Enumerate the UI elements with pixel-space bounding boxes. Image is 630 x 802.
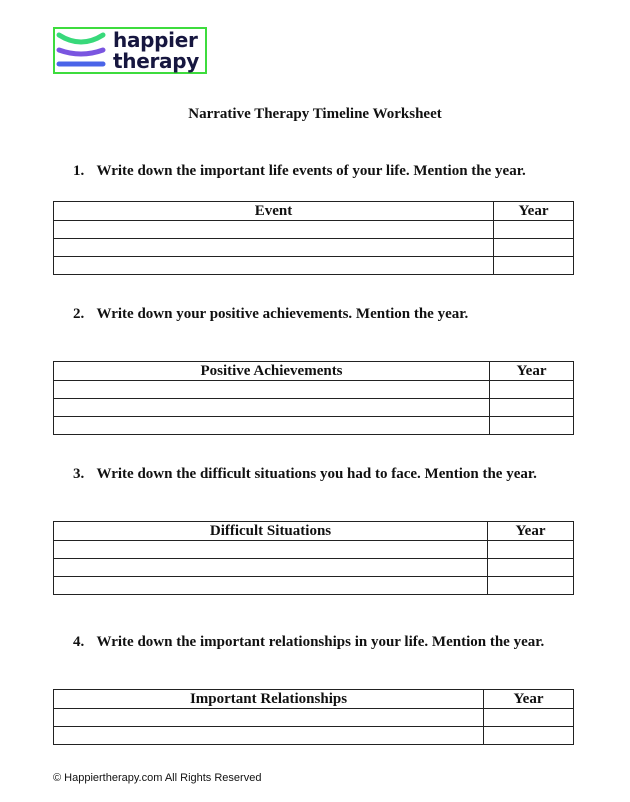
event-cell[interactable] xyxy=(54,257,494,275)
column-header: Difficult Situations xyxy=(54,522,488,541)
difficult-situations-table xyxy=(53,521,574,595)
year-cell[interactable] xyxy=(490,381,574,399)
year-cell[interactable] xyxy=(494,221,574,239)
important-relationships-table xyxy=(53,689,574,745)
question-text: Write down your positive achievements. Mention the year. xyxy=(96,306,469,322)
achievement-cell[interactable] xyxy=(54,381,490,399)
year-cell[interactable] xyxy=(484,727,574,745)
question-text: Write down the difficult situations you had to face. Mention the year. xyxy=(96,466,537,482)
table-row xyxy=(54,399,574,417)
column-header: Year xyxy=(490,362,574,381)
table-row xyxy=(54,727,574,745)
question-3 xyxy=(73,466,537,483)
column-header: Event xyxy=(54,202,494,221)
table-header-row xyxy=(54,202,574,221)
situation-cell[interactable] xyxy=(54,541,488,559)
question-number: 2. xyxy=(73,306,85,322)
column-header: Year xyxy=(488,522,574,541)
logo-line-2: therapy xyxy=(113,49,199,73)
column-header: Important Relationships xyxy=(54,690,484,709)
achievement-cell[interactable] xyxy=(54,399,490,417)
table-row xyxy=(54,239,574,257)
table-row xyxy=(54,577,574,595)
question-text: Write down the important relationships in your life. Mention the year. xyxy=(96,634,545,650)
table-row xyxy=(54,709,574,727)
situation-cell[interactable] xyxy=(54,559,488,577)
copyright-footer: © Happiertherapy.com All Rights Reserved xyxy=(53,772,262,784)
column-header: Year xyxy=(484,690,574,709)
table-row xyxy=(54,221,574,239)
question-4 xyxy=(73,634,544,651)
year-cell[interactable] xyxy=(494,239,574,257)
table-row xyxy=(54,257,574,275)
table-row xyxy=(54,417,574,435)
logo-text xyxy=(113,29,199,71)
question-number: 3. xyxy=(73,466,85,482)
table-row xyxy=(54,559,574,577)
table-header-row xyxy=(54,690,574,709)
year-cell[interactable] xyxy=(488,541,574,559)
column-header: Positive Achievements xyxy=(54,362,490,381)
question-text: Write down the important life events of your life. Mention the year. xyxy=(96,163,526,179)
table-row xyxy=(54,381,574,399)
event-cell[interactable] xyxy=(54,221,494,239)
column-header: Year xyxy=(494,202,574,221)
table-row xyxy=(54,541,574,559)
happier-therapy-logo xyxy=(53,27,207,74)
question-number: 1. xyxy=(73,163,85,179)
question-number: 4. xyxy=(73,634,85,650)
year-cell[interactable] xyxy=(494,257,574,275)
year-cell[interactable] xyxy=(490,417,574,435)
question-2 xyxy=(73,306,468,323)
logo-line-1: happier xyxy=(113,28,198,52)
year-cell[interactable] xyxy=(484,709,574,727)
question-1 xyxy=(73,163,526,180)
events-table xyxy=(53,201,574,275)
positive-achievements-table xyxy=(53,361,574,435)
relationship-cell[interactable] xyxy=(54,709,484,727)
page-title: Narrative Therapy Timeline Worksheet xyxy=(188,106,442,122)
achievement-cell[interactable] xyxy=(54,417,490,435)
table-header-row xyxy=(54,522,574,541)
wave-lines-icon xyxy=(55,29,111,73)
relationship-cell[interactable] xyxy=(54,727,484,745)
table-header-row xyxy=(54,362,574,381)
year-cell[interactable] xyxy=(488,559,574,577)
year-cell[interactable] xyxy=(490,399,574,417)
situation-cell[interactable] xyxy=(54,577,488,595)
year-cell[interactable] xyxy=(488,577,574,595)
event-cell[interactable] xyxy=(54,239,494,257)
